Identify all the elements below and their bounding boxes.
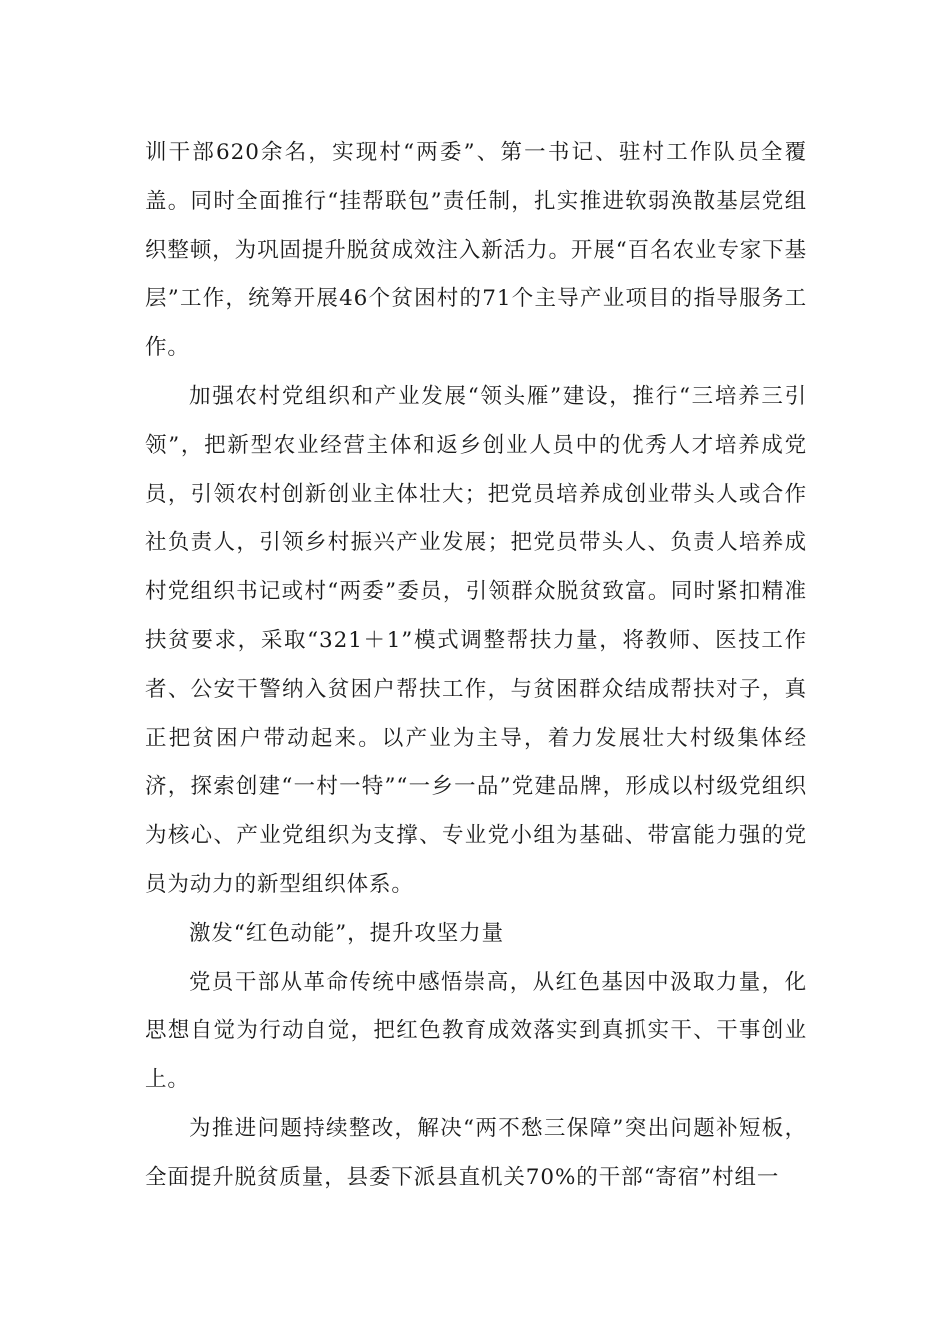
paragraph-3: 党员干部从革命传统中感悟崇高，从红色基因中汲取力量，化思想自觉为行动自觉，把红色教育成效落实到真抓实干、干事创业上。 xyxy=(145,969,807,1093)
section-heading: 激发“红色动能”，提升攻坚力量 xyxy=(189,920,504,946)
paragraph-4: 为推进问题持续整改，解决“两不愁三保障”突出问题补短板，全面提升脱贫质量，县委下派县直机关70%的干部“寄宿”村组一 xyxy=(145,1115,807,1190)
paragraph-1: 训干部620余名，实现村“两委”、第一书记、驻村工作队员全覆盖。同时全面推行“挂帮联包”责任制，扎实推进软弱涣散基层党组织整顿，为巩固提升脱贫成效注入新活力。开展“百名农业专家下基层”工作，统筹开展46个贫困村的71个主导产业项目的指导服务工作。 xyxy=(145,140,807,361)
paragraph-2: 加强农村党组织和产业发展“领头雁”建设，推行“三培养三引领”，把新型农业经营主体和返乡创业人员中的优秀人才培养成党员，引领农村创新创业主体壮大；把党员培养成创业带头人或合作社负责人，引领乡村振兴产业发展；把党员带头人、负责人培养成村党组织书记或村“两委”委员，引领群众脱贫致富。同时紧扣精准扶贫要求，采取“321＋1”模式调整帮扶力量，将教师、医技工作者、公安干警纳入贫困户帮扶工作，与贫困群众结成帮扶对子，真正把贫困户带动起来。以产业为主导，着力发展壮大村级集体经济，探索创建“一村一特”“一乡一品”党建品牌，形成以村级党组织为核心、产业党组织为支撑、专业党小组为基础、带富能力强的党员为动力的新型组织体系。 xyxy=(145,383,807,897)
document-body xyxy=(145,129,807,1203)
